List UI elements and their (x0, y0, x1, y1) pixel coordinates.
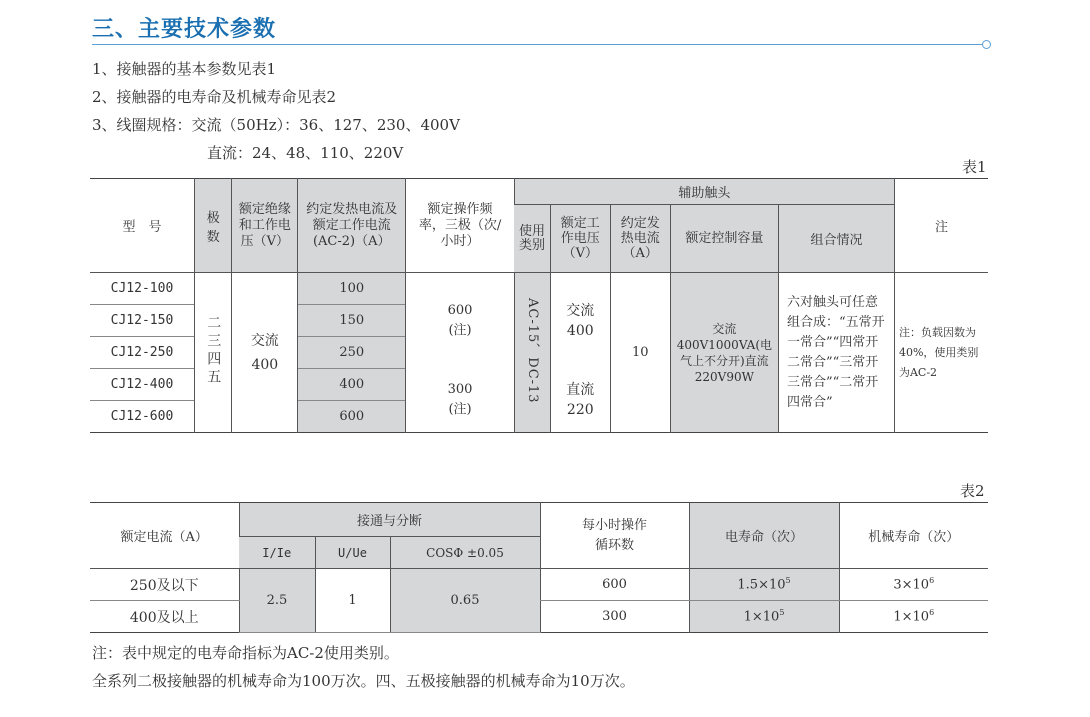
electrical-life-cell: $1\times 10^5$ (689, 601, 839, 633)
aux-category-value: AC-15、DC-13 (514, 273, 550, 433)
poles-value: 二三四五 (194, 273, 232, 433)
header-aux-current: 约定发热电流（A） (610, 205, 670, 273)
rated-current-cell: 400及以上 (129, 609, 199, 626)
current-cell: 250 (298, 337, 406, 369)
table-2-service-life (90, 502, 988, 633)
header-thermal-current: 约定发热电流及额定工作电流(AC-2)（A） (298, 179, 406, 273)
model-cell: CJ12-250 (90, 337, 194, 369)
section-title: 三、主要技术参数 (92, 16, 277, 42)
electrical-life-cell: $1.5\times 10^5$ (689, 569, 839, 601)
footnote-2: 全系列二极接触器的机械寿命为100万次。四、五极接触器的机械寿命为10万次。 (92, 672, 635, 690)
cycles-cell: 300 (540, 601, 689, 633)
title-rule-end-dot (982, 40, 991, 49)
current-cell: 100 (298, 273, 406, 305)
table1-label: 表1 (962, 158, 987, 176)
header-cos-phi: COSΦ ±0.05 (390, 537, 540, 569)
rated-current-cell: 250及以下 (90, 569, 239, 601)
mechanical-life-cell: $3\times 10^6$ (839, 569, 988, 601)
op-frequency-value-b: 300 (注) (406, 369, 514, 433)
header-make-break: 接通与分断 (239, 503, 540, 537)
header-electrical-life: 电寿命（次） (689, 503, 839, 569)
table-1-basic-parameters (90, 178, 988, 433)
aux-voltage-dc-value: 直流 220 (550, 369, 610, 433)
aux-capacity-value: 交流400V1000VA(电气上不分开)直流220V90W (670, 273, 778, 433)
cycles-cell: 600 (540, 569, 689, 601)
op-frequency-value-a: 600 (注) (406, 273, 514, 369)
footnote-1: 注：表中规定的电寿命指标为AC-2使用类别。 (92, 644, 399, 662)
model-cell: CJ12-600 (90, 401, 194, 433)
model-cell: CJ12-150 (90, 305, 194, 337)
header-operating-frequency: 额定操作频率，三极（次/小时） (406, 179, 514, 273)
insulation-voltage-value: 交流 400 (232, 273, 298, 433)
header-note: 注 (894, 179, 988, 273)
header-poles: 极数 (194, 179, 232, 273)
intro-line-3: 3、线圈规格：交流（50Hz）：36、127、230、400V (92, 116, 460, 134)
model-cell: CJ12-400 (90, 369, 194, 401)
header-rated-current: 额定电流（A） (90, 503, 239, 569)
header-aux-category: 使用类别 (514, 205, 550, 273)
header-aux-voltage: 额定工作电压（V） (550, 205, 610, 273)
aux-combination-value: 六对触头可任意组合成：“五常开一常合”“四常开二常合”“三常开三常合”“二常开四常合” (779, 273, 895, 433)
table2-label: 表2 (960, 482, 985, 500)
intro-line-2: 2、接触器的电寿命及机械寿命见表2 (92, 88, 337, 106)
current-cell: 400 (298, 369, 406, 401)
intro-line-1: 1、接触器的基本参数见表1 (92, 60, 277, 78)
mechanical-life-cell: $1\times 10^6$ (839, 601, 988, 633)
current-cell: 600 (298, 401, 406, 433)
aux-current-value: 10 (610, 273, 670, 433)
i-ie-value: 2.5 (239, 569, 315, 633)
header-aux-capacity: 额定控制容量 (670, 205, 778, 273)
cos-phi-value: 0.65 (390, 569, 540, 633)
header-cycles-per-hour: 每小时操作循环数 (540, 503, 689, 569)
model-cell: CJ12-100 (110, 281, 174, 296)
header-mechanical-life: 机械寿命（次） (839, 503, 988, 569)
aux-voltage-ac-value: 交流 400 (550, 273, 610, 369)
title-rule (92, 44, 984, 45)
header-aux-combination: 组合情况 (779, 205, 895, 273)
intro-line-4: 直流：24、48、110、220V (207, 144, 404, 162)
u-ue-value: 1 (315, 569, 390, 633)
header-i-ie: I/Ie (239, 537, 315, 569)
header-auxiliary-contacts: 辅助触头 (514, 179, 894, 205)
current-cell: 150 (298, 305, 406, 337)
note-value: 注：负载因数为40%，使用类别为AC-2 (894, 273, 988, 433)
header-u-ue: U/Ue (315, 537, 390, 569)
header-insulation-voltage: 额定绝缘和工作电压（V） (232, 179, 298, 273)
header-model: 型 号 (90, 179, 194, 273)
